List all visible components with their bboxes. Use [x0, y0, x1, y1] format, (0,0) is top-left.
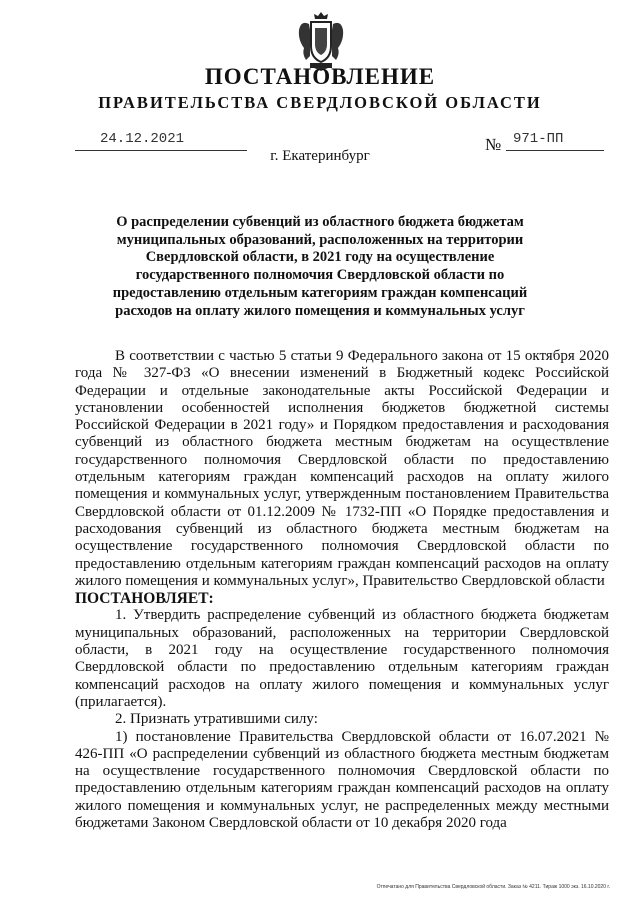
preamble-paragraph: В соответствии с частью 5 статьи 9 Федерального закона от 15 октября 2020 года № 327-ФЗ «О внесении изменений в Бюджетный кодекс Российской Федерации и отдельные законодательные акты Российской Федерации и установлении особенностей исполнения бюджетов бюджетной системы Российской Федерации в 2021 году» и Порядком предоставления и расходования субвенций из областного бюджета местным бюджетам на осуществление государственного полномочия Свердловской области по предоставлению отдельным категориям граждан компенсаций расходов на оплату жилого помещения и коммунальных услуг, утвержденным постановлением Правительства Свердловской области от 01.12.2009 № 1732-ПП «О Порядке предоставления и расходования субвенций из областного бюджета местным бюджетам на осуществление государственного полномочия Свердловской области по предоставлению отдельным категориям граждан компенсаций расходов на оплату жилого помещения и коммунальных услуг», Правительство Свердловской области: [75, 348, 609, 589]
item-2-1-paragraph: 1) постановление Правительства Свердловской области от 16.07.2021 № 426-ПП «О распределении субвенций из областного бюджета местным бюджетам на осуществление государственного полномочия Свердловской области по предоставлению отдельным категориям граждан компенсаций расходов на оплату жилого помещения и коммунальных услуг, не распределенных между местными бюджетами Законом Свердловской области от 10 декабря 2020 года: [75, 728, 609, 832]
document-body: [75, 348, 609, 832]
number-sign: №: [485, 135, 502, 154]
city-label: г. Екатеринбург: [270, 148, 370, 164]
item-2-paragraph: 2. Признать утратившими силу:: [115, 711, 318, 728]
document-date: 24.12.2021: [100, 131, 185, 147]
document-number: 971-ПП: [513, 131, 564, 147]
issuer-title: ПРАВИТЕЛЬСТВА СВЕРДЛОВСКОЙ ОБЛАСТИ: [98, 93, 542, 112]
decree-label: ПОСТАНОВЛЯЕТ:: [75, 590, 214, 608]
printing-imprint: Отпечатано для Правительства Свердловской области. Заказ № 4211. Тираж 1000 экз. 16.10.2020 г.: [376, 884, 610, 890]
coat-of-arms-icon: [296, 10, 346, 72]
document-heading: О распределении субвенций из областного бюджета бюджетам муниципальных образований, расположенных на территории Свердловской области, в 2021 году на осуществление государственного полномочия Свердловской области по предоставлению отдельным категориям граждан компенсаций расходов на оплату жилого помещения и коммунальных услуг: [112, 214, 528, 319]
item-1-paragraph: 1. Утвердить распределение субвенций из областного бюджета бюджетам муниципальных образований, расположенных на территории Свердловской области, в 2021 году на осуществление государственного полномочия Свердловской области по предоставлению отдельным категориям граждан компенсаций расходов на оплату жилого помещения и коммунальных услуг (прилагается).: [75, 607, 609, 710]
document-type-title: ПОСТАНОВЛЕНИЕ: [204, 64, 436, 89]
